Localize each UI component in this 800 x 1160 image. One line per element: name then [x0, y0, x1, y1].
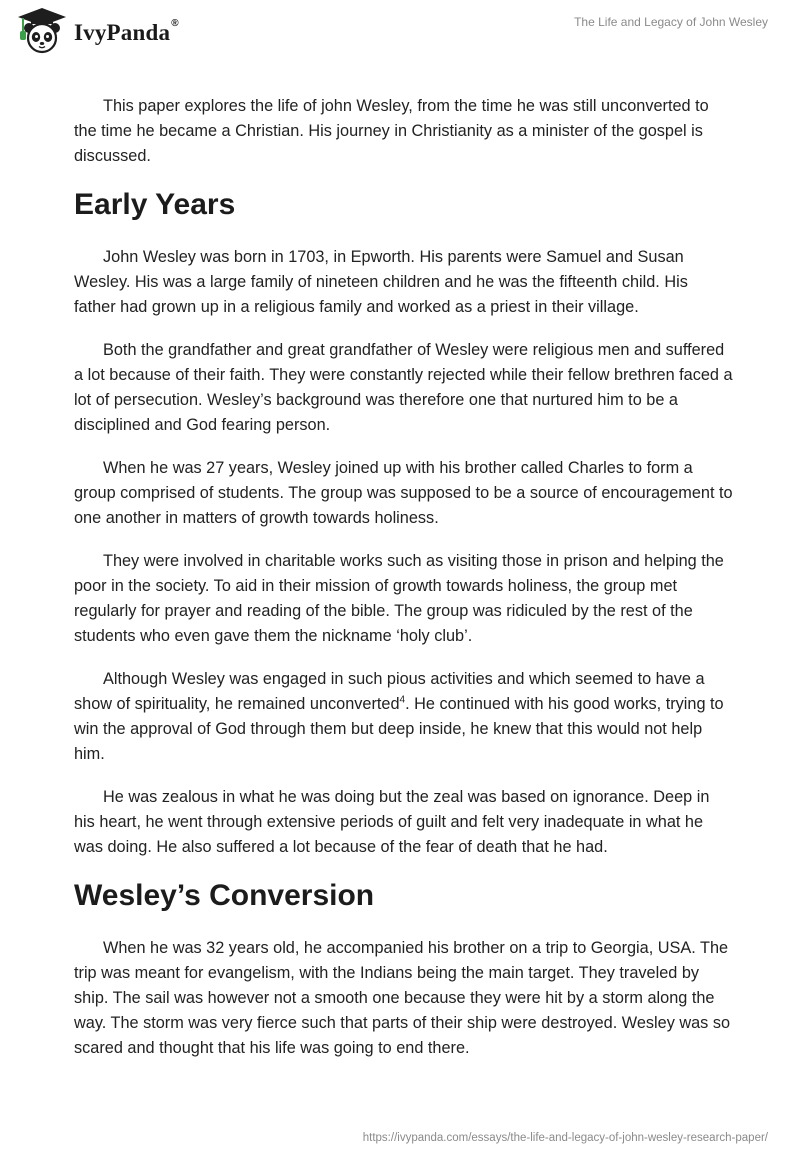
page-header — [0, 0, 800, 60]
section-heading-conversion: Wesley’s Conversion — [74, 879, 375, 912]
ivypanda-logo[interactable] — [14, 6, 179, 56]
paragraph: When he was 32 years old, he accompanied his brother on a trip to Georgia, USA. The trip was meant for evangelism, with the Indians being the main target. They traveled by ship. The sail was however not a smooth one because they were hit by a storm along the way. The storm was very fierce such that parts of their ship were destroyed. Wesley was so scared and thought that his life was going to end there. — [74, 939, 731, 1057]
paragraph: When he was 27 years, Wesley joined up with his brother called Charles to form a group comprised of students. The group was supposed to be a source of encouragement to one another in matters of growth towards holiness. — [74, 459, 733, 527]
paragraph: John Wesley was born in 1703, in Epworth. His parents were Samuel and Susan Wesley. His was a large family of nineteen children and he was the fifteenth child. His father had grown up in a religious family and worked as a priest in their village. — [74, 248, 688, 316]
paragraph-text: . He continued with his good works, trying to win the approval of God through them but deep inside, he knew that this would not help him. — [74, 695, 724, 763]
source-url[interactable]: https://ivypanda.com/essays/the-life-and-legacy-of-john-wesley-research-paper/ — [362, 1132, 768, 1144]
paragraph-text: Although Wesley was engaged in such pious activities and which seemed to have a show of spirituality, he remained unconverted — [74, 670, 705, 713]
footnote-reference[interactable]: 4 — [399, 694, 406, 706]
essay-content — [74, 94, 734, 1079]
panda-graduate-icon — [14, 6, 70, 56]
paragraph: They were involved in charitable works such as visiting those in prison and helping the poor in the society. To aid in their mission of growth towards holiness, the group met regularly for prayer and reading of the bible. The group was ridiculed by the rest of the students who even gave them the nickname ‘holy club’. — [74, 552, 724, 645]
section-heading-early-years: Early Years — [74, 188, 236, 221]
document-title: The Life and Legacy of John Wesley — [574, 15, 768, 29]
registered-mark: ® — [171, 18, 179, 29]
paragraph-with-footnote — [74, 667, 734, 767]
paragraph: He was zealous in what he was doing but the zeal was based on ignorance. Deep in his heart, he went through extensive periods of guilt and felt very inadequate in what he was doing. He also suffered a lot because of the fear of death that he had. — [74, 788, 710, 856]
intro-paragraph: This paper explores the life of john Wesley, from the time he was still unconverted to the time he became a Christian. His journey in Christianity as a minister of the gospel is discussed. — [74, 97, 709, 165]
paragraph: Both the grandfather and great grandfather of Wesley were religious men and suffered a lot because of their faith. They were constantly rejected while their fellow brethren faced a lot of persecution. Wesley’s background was therefore one that nurtured him to be a disciplined and God fearing person. — [74, 341, 733, 434]
logo-wordmark — [74, 20, 179, 46]
logo-text: IvyPanda — [74, 20, 171, 45]
